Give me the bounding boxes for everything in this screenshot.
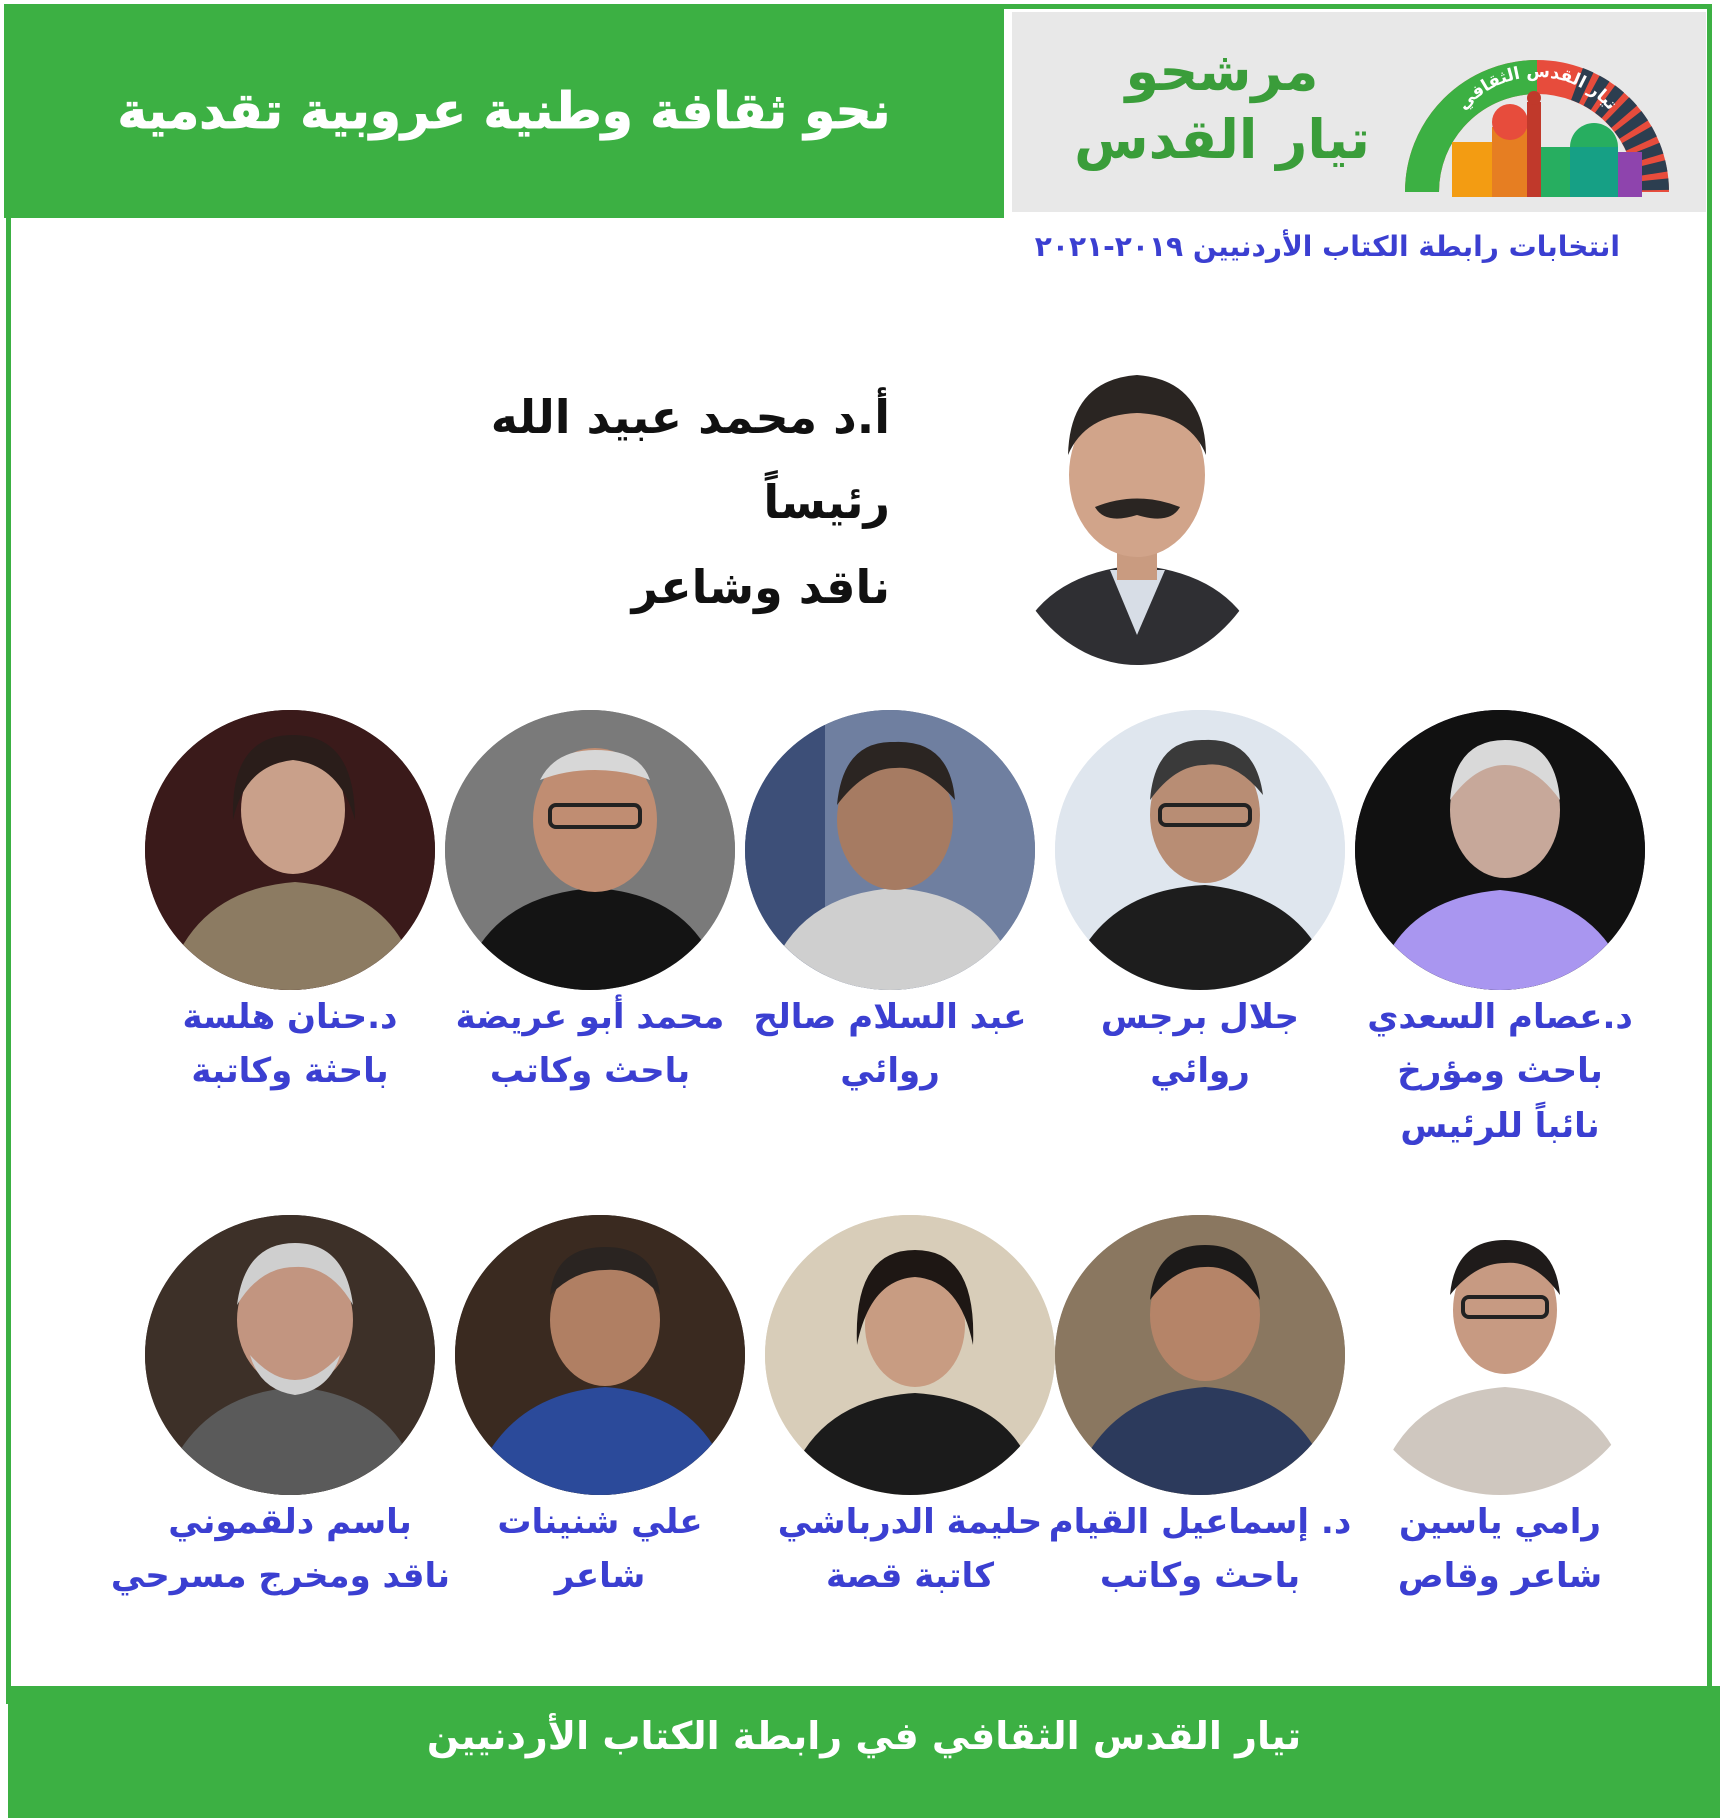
member-name: د.حنان هلسة — [182, 997, 398, 1037]
person-icon — [745, 710, 1035, 990]
slogan-text: نحو ثقافة وطنية عروبية تقدمية — [117, 82, 891, 140]
member-name: محمد أبو عريضة — [455, 997, 725, 1037]
member-card — [1040, 1215, 1360, 1604]
person-icon — [1355, 710, 1645, 990]
head-candidate-position: رئيساً — [763, 475, 890, 530]
member-photo — [765, 1215, 1055, 1495]
member-photo — [145, 1215, 435, 1495]
member-photo — [1055, 1215, 1345, 1495]
elections-label: انتخابات رابطة الكتاب الأردنيين ٢٠١٩-٢٠٢١ — [1034, 230, 1620, 263]
person-icon — [1055, 710, 1345, 990]
head-candidate-role: ناقد وشاعر — [631, 560, 890, 615]
member-name: رامي ياسين — [1399, 1502, 1601, 1542]
member-role: كاتبة قصة — [825, 1556, 995, 1597]
person-icon — [1000, 335, 1275, 665]
head-candidate-photo — [1000, 335, 1275, 665]
person-icon — [145, 1215, 435, 1495]
member-name: د. إسماعيل القيام — [1048, 1502, 1352, 1542]
member-extra: نائباً للرئيس — [1400, 1105, 1600, 1146]
member-role: روائي — [1150, 1051, 1250, 1092]
footer-banner — [8, 1686, 1720, 1818]
candidates-title-line1: مرشحو — [1125, 40, 1319, 103]
member-role: ناقد ومخرج مسرحي — [110, 1556, 450, 1597]
member-photo — [1055, 710, 1345, 990]
member-card — [1040, 710, 1360, 1099]
member-name: علي شنينات — [497, 1502, 703, 1542]
person-icon — [145, 710, 435, 990]
member-role: باحثة وكاتبة — [191, 1051, 389, 1092]
member-role: باحث وكاتب — [489, 1051, 691, 1092]
member-name: باسم دلقموني — [168, 1502, 412, 1542]
member-role: شاعر وقاص — [1397, 1556, 1603, 1597]
person-icon — [1355, 1215, 1645, 1495]
head-candidate-name: أ.د محمد عبيد الله — [490, 390, 890, 444]
member-name: حليمة الدرباشي — [777, 1502, 1043, 1542]
slogan-banner — [4, 4, 1004, 218]
member-role: باحث وكاتب — [1099, 1556, 1301, 1597]
person-icon — [445, 710, 735, 990]
member-role: باحث ومؤرخ — [1397, 1051, 1603, 1092]
member-name: عبد السلام صالح — [753, 997, 1027, 1037]
member-photo — [455, 1215, 745, 1495]
person-icon — [765, 1215, 1055, 1495]
candidates-title — [1062, 38, 1382, 173]
member-card — [1340, 1215, 1660, 1604]
member-role: روائي — [840, 1051, 940, 1092]
member-name: جلال برجس — [1100, 997, 1300, 1037]
member-role: شاعر — [554, 1556, 646, 1597]
member-card — [130, 710, 450, 1099]
member-card — [750, 1215, 1070, 1604]
member-photo — [445, 710, 735, 990]
member-photo — [145, 710, 435, 990]
member-photo — [1355, 710, 1645, 990]
logo-arc-text: تيار القدس الثقافي — [1453, 61, 1621, 115]
candidates-title-line2: تيار القدس — [1074, 107, 1370, 171]
person-icon — [1055, 1215, 1345, 1495]
member-photo — [1355, 1215, 1645, 1495]
head-candidate-info — [420, 375, 890, 630]
member-card — [110, 1215, 450, 1604]
member-card — [430, 710, 750, 1099]
person-icon — [455, 1215, 745, 1495]
logo-panel — [1012, 12, 1706, 212]
member-name: د.عصام السعدي — [1367, 997, 1633, 1037]
member-card — [1340, 710, 1660, 1153]
member-card — [730, 710, 1050, 1099]
footer-text: تيار القدس الثقافي في رابطة الكتاب الأردنيين — [426, 1714, 1302, 1758]
member-photo — [745, 710, 1035, 990]
member-card — [440, 1215, 760, 1604]
jerusalem-skyline-logo — [1402, 22, 1672, 202]
